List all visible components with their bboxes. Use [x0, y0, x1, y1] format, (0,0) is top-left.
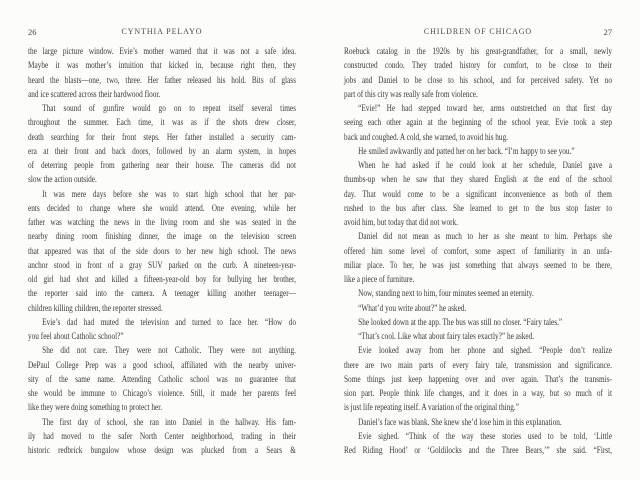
text-line: of deterring people from gathering near their house. The cameras did not	[28, 160, 296, 171]
running-head-author: CYNTHIA PELAYO	[121, 27, 203, 36]
text-line: thumbs-up when he saw that they shared English at the end of the school	[344, 174, 612, 186]
page-left	[28, 0, 296, 480]
running-head-title: CHILDREN OF CHICAGO	[423, 27, 533, 36]
text-line: Evie looked away from her phone and sighed. “People don’t realize	[358, 345, 612, 357]
text-line: nearby dining room finishing dinner, the image on the television screen	[28, 231, 296, 243]
text-line: slow the action outside.	[28, 174, 97, 186]
text-line: throughout the summer. Each time, it was as if the shots drew closer,	[28, 117, 296, 129]
text-line: “What’d you write about?” he asked.	[358, 302, 467, 314]
text-line: Some things just keep happening over and over again. That’s the transmis-	[344, 373, 612, 385]
text-line: When he had asked if he could look at her schedule, Daniel gave a	[358, 160, 612, 171]
page-right	[344, 0, 612, 480]
text-line: seeing each other again at the beginning of the school year. Evie took a step	[344, 117, 612, 129]
text-line: anchor stood in front of a gray SUV parked on the curb. A nineteen-year-	[28, 259, 296, 271]
text-line: like a piece of furniture.	[344, 274, 415, 285]
text-line: avoid him, but today that did not work.	[344, 217, 459, 228]
text-line: Daniel’s face was blank. She knew she’d lose him in this explanation.	[358, 416, 562, 428]
text-line: day. That would come to be a significant inconvenience as both of them	[344, 188, 612, 200]
text-line: Daniel did not mean as much to her as she meant to him. Perhaps she	[358, 231, 612, 243]
text-line: “Evie!” He had stepped toward her, arms outstretched on that first day	[358, 103, 612, 114]
text-line: That sound of gunfire would go on to repeat itself several times	[42, 103, 296, 114]
text-line: DePaul College Prep was a good school, affiliated with the nearby univer-	[28, 359, 296, 371]
text-line: miliar place. To her, he was just something that always seemed to be there,	[344, 259, 612, 271]
text-line: part of this city was really safe from violence.	[344, 88, 478, 100]
text-line: father was watching the news in the living room and she was seated in the	[28, 217, 296, 228]
text-line: there are two main parts of every fairy tale, transmission and significance.	[344, 359, 612, 371]
text-line: is just life repeating itself. A variation of the original thing.”	[344, 402, 519, 414]
text-line: that appeared was that of the side doors to her new high school. The news	[28, 245, 296, 257]
text-line: ents decided to change where she would attend. One evening, while her	[28, 202, 296, 214]
text-line: Red Riding Hood’ or ‘Goldilocks and the Three Bears,’” she said. “First,	[344, 445, 612, 456]
text-line: He smiled awkwardly and patted her on her back. “I’m happy to see you.”	[358, 145, 575, 157]
text-line: like they were doing something to protect her.	[28, 402, 163, 414]
text-line: children killing children, the reporter stressed.	[28, 302, 163, 314]
page-body	[344, 45, 612, 458]
text-line: she would be immune to Chicago’s violence. Still, it made her parents feel	[28, 388, 296, 399]
text-line: constructed condo. They traded history for comfort, to be close to their	[344, 60, 612, 72]
text-line: era at their front and back doors, followed by an alarm system, in hopes	[28, 145, 296, 157]
text-line: rushed to the bus after class. She learned to get to the bus stop faster to	[344, 202, 612, 214]
text-line: back and coughed. A cold, she warned, to avoid his hug.	[344, 131, 509, 143]
page-body	[28, 45, 296, 458]
text-line: Now, standing next to him, four minutes seemed an eternity.	[358, 288, 534, 300]
text-line: you feel about Catholic school?”	[28, 331, 124, 342]
text-line: Evie sighed. “Think of the way these stories used to be told, ‘Little	[358, 430, 612, 442]
text-line: The first day of school, she ran into Daniel in the hallway. His fam-	[42, 416, 296, 428]
text-line: “That’s cool. Like what about fairy tales exactly?” he asked.	[358, 331, 535, 342]
page-header-right	[344, 27, 612, 38]
text-line: and ice scattered across their hardwood floor.	[28, 88, 161, 100]
text-line: historic redbrick bungalow whose design was plucked from a Sears &	[28, 445, 296, 456]
text-line: She looked down at the app. The bus was still no closer. “Fairy tales.”	[358, 316, 563, 328]
text-line: She did not care. They were not Catholic. They were not anything.	[42, 345, 296, 357]
text-line: It was mere days before she was to start high school that her par-	[42, 188, 296, 200]
page-number-left: 26	[28, 27, 37, 37]
text-line: death searching for their front steps. Her father installed a security cam-	[28, 131, 296, 143]
page-header-left	[28, 27, 296, 38]
text-line: the large picture window. Evie’s mother warned that it was not a safe idea.	[28, 46, 296, 57]
text-line: Maybe it was mother’s intuition that kicked in, because right then, they	[28, 60, 296, 72]
text-line: ily had moved to the safer North Center neighborhood, trading in their	[28, 430, 296, 442]
text-line: heard the blasts—one, two, three. Her father released his hold. Bits of glass	[28, 74, 296, 86]
text-line: the reporter said into the camera. A teenager killing another teenager—	[28, 288, 296, 300]
text-line: sity of the same name. Attending Catholic school was no guarantee that	[28, 373, 296, 385]
text-line: old girl had shot and killed a fifteen-year-old boy for bullying her brother,	[28, 274, 296, 285]
text-line: Evie’s dad had muted the television and turned to face her. “How do	[42, 316, 296, 328]
text-line: sion part. People think life changes, and it does in a way, but so much of it	[344, 388, 612, 399]
text-line: offered him some level of comfort, some aspect of familiarity in an unfa-	[344, 245, 612, 257]
text-line: jobs and Daniel to be close to his school, and for perceived safety. Yet no	[344, 74, 612, 86]
page-number-right: 27	[603, 27, 612, 37]
text-line: Roebuck catalog in the 1920s by his great-grandfather, for a small, newly	[344, 46, 612, 57]
